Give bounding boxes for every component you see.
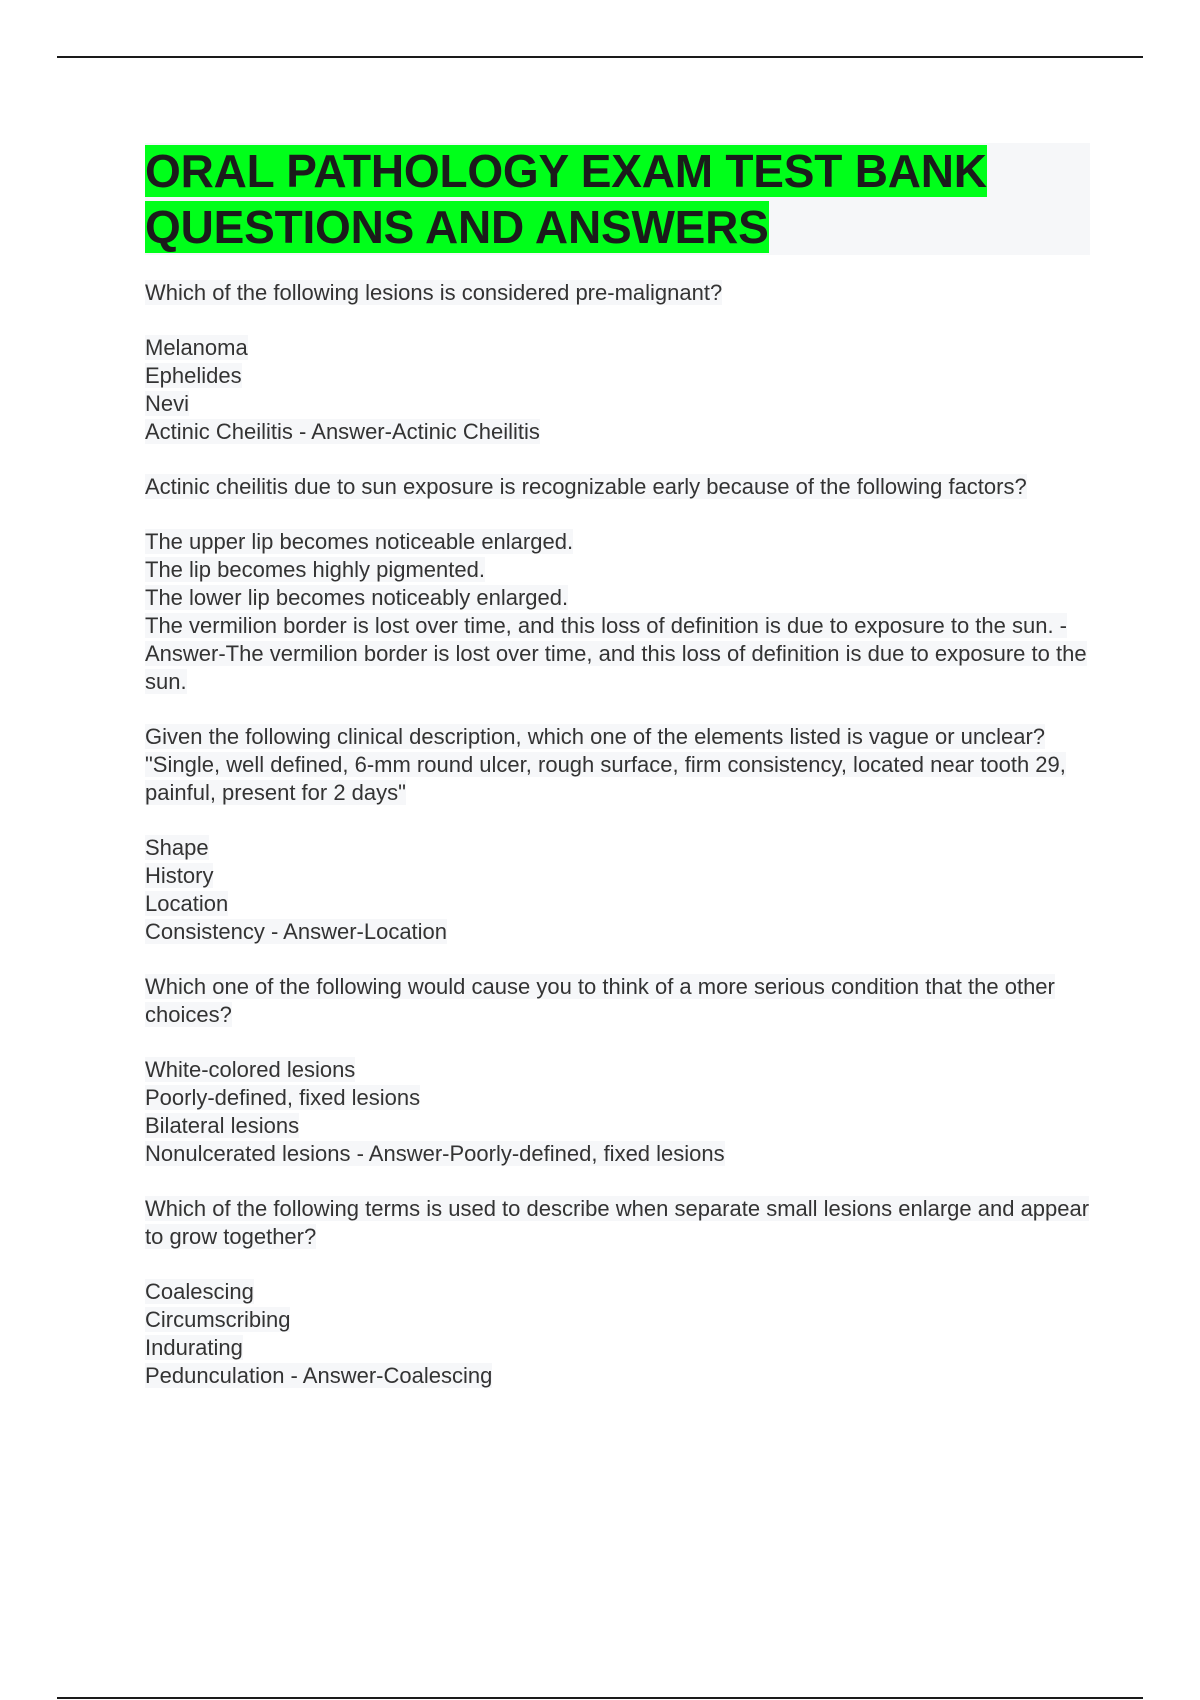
qa-item (145, 473, 1090, 696)
document-content (145, 143, 1090, 1417)
answer-option: Coalescing (145, 1279, 254, 1304)
question-text: Which one of the following would cause you to think of a more serious condition that the other choices? (145, 974, 1055, 1027)
title-block (145, 143, 1090, 255)
question-text: Given the following clinical description, which one of the elements listed is vague or unclear? "Single, well defined, 6-mm round ulcer, rough surface, firm consistency, located near tooth 29, painful, present for 2 days" (145, 724, 1066, 805)
qa-item (145, 723, 1090, 946)
answer-option: History (145, 863, 214, 888)
answer-option: Poorly-defined, fixed lesions (145, 1085, 421, 1110)
answer-option: Ephelides (145, 363, 242, 388)
answer-option: Bilateral lesions (145, 1113, 300, 1138)
top-rule (57, 56, 1143, 58)
answer-option: Nevi (145, 391, 190, 416)
answer-option: White-colored lesions (145, 1057, 356, 1082)
qa-item (145, 279, 1090, 446)
qa-item (145, 973, 1090, 1168)
answer-option: The lip becomes highly pigmented. (145, 557, 485, 582)
qa-item (145, 1195, 1090, 1390)
answer-option: Circumscribing (145, 1307, 291, 1332)
document-title-text: ORAL PATHOLOGY EXAM TEST BANK QUESTIONS AND ANSWERS (145, 145, 987, 253)
bottom-rule (57, 1697, 1143, 1699)
document-title (145, 143, 1090, 255)
answer-option: The upper lip becomes noticeable enlarged. (145, 529, 574, 554)
question-text: Actinic cheilitis due to sun exposure is recognizable early because of the following factors? (145, 474, 1027, 499)
answer-option-with-answer: The vermilion border is lost over time, and this loss of definition is due to exposure to the sun. - Answer-The vermilion border is lost over time, and this loss of definition is due to exposure to the sun. (145, 613, 1087, 694)
answer-option-with-answer: Actinic Cheilitis - Answer-Actinic Cheilitis (145, 419, 540, 444)
answer-option: Indurating (145, 1335, 243, 1360)
answer-option-with-answer: Consistency - Answer-Location (145, 919, 448, 944)
answer-option: Shape (145, 835, 209, 860)
answer-option-with-answer: Nonulcerated lesions - Answer-Poorly-defined, fixed lesions (145, 1141, 725, 1166)
answer-option: The lower lip becomes noticeably enlarged. (145, 585, 569, 610)
answer-option: Melanoma (145, 335, 248, 360)
question-text: Which of the following terms is used to describe when separate small lesions enlarge and appear to grow together? (145, 1196, 1090, 1249)
answer-option: Location (145, 891, 229, 916)
answer-option-with-answer: Pedunculation - Answer-Coalescing (145, 1363, 493, 1388)
question-text: Which of the following lesions is considered pre-malignant? (145, 280, 723, 305)
